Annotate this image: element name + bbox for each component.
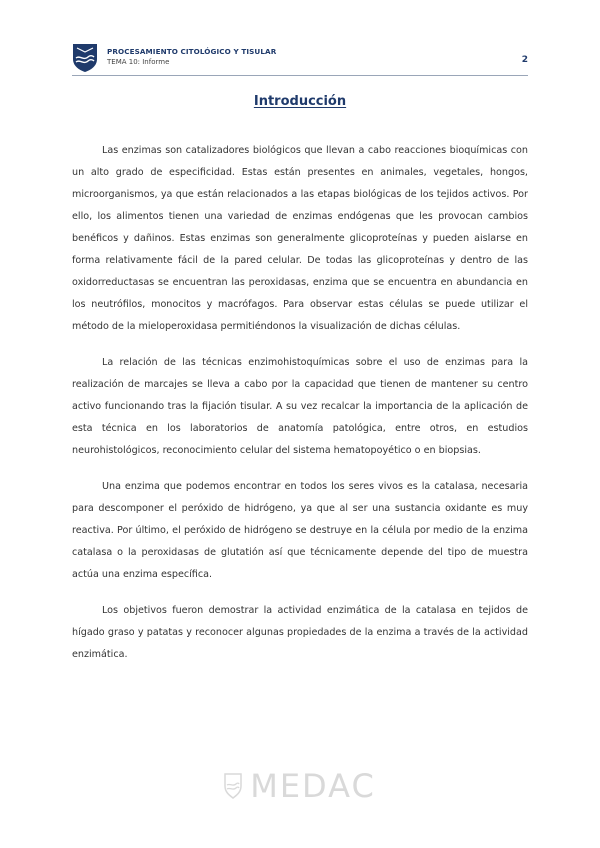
page-header	[72, 42, 528, 76]
paragraph: Las enzimas son catalizadores biológicos que llevan a cabo reacciones bioquímicas con un alto grado de especificidad. Estas están presentes en animales, vegetales, hongos, microorganismos, ya que están relacionados a las etapas biológicas de los tejidos activos. Por ello, los alimentos tienen una variedad de enzimas endógenas que les provocan cambios benéficos y dañinos. Estas enzimas son generalmente glicoproteínas y pueden aislarse en forma relativamente fácil de la pared celular. De todas las glicoproteínas y dentro de las oxidorreductasas se encuentran las peroxidasas, enzima que se encuentra en abundancia en los neutrófilos, monocitos y macrófagos. Para observar estas células se puede utilizar el método de la mieloperoxidasa permitiéndonos la visualización de dichas células.	[72, 145, 528, 332]
institution-shield-logo	[72, 43, 98, 73]
footer-watermark	[0, 766, 600, 806]
footer-brand: MEDAC	[250, 767, 376, 805]
page-number: 2	[521, 55, 528, 65]
paragraph: Una enzima que podemos encontrar en todos los seres vivos es la catalasa, necesaria para descomponer el peróxido de hidrógeno, ya que al ser una sustancia oxidante es muy reactiva. Por último, el peróxido de hidrógeno se destruye en la célula por medio de la enzima catalasa o la peroxidasas de glutatión así que técnicamente depende del tipo de muestra actúa una enzima específica.	[72, 481, 528, 580]
paragraph: La relación de las técnicas enzimohistoquímicas sobre el uso de enzimas para la realización de marcajes se lleva a cabo por la capacidad que tienen de mantener su centro activo funcionando tras la fijación tisular. A su vez recalcar la importancia de la aplicación de esta técnica en los laboratorios de anatomía patológica, entre otros, en estudios neurohistológicos, reconocimiento celular del sistema hematopoyético o en biopsias.	[72, 357, 528, 456]
section-title	[0, 94, 600, 109]
header-subtitle: TEMA 10: Informe	[107, 58, 170, 66]
medac-shield-icon	[224, 773, 242, 799]
header-divider	[72, 75, 528, 76]
body-text	[72, 140, 528, 680]
paragraph: Los objetivos fueron demostrar la actividad enzimática de la catalasa en tejidos de hígado graso y patatas y reconocer algunas propiedades de la enzima a través de la actividad enzimática.	[72, 605, 528, 660]
header-course-title: PROCESAMIENTO CITOLÓGICO Y TISULAR	[107, 47, 277, 56]
section-title-text: Introducción	[253, 94, 347, 109]
